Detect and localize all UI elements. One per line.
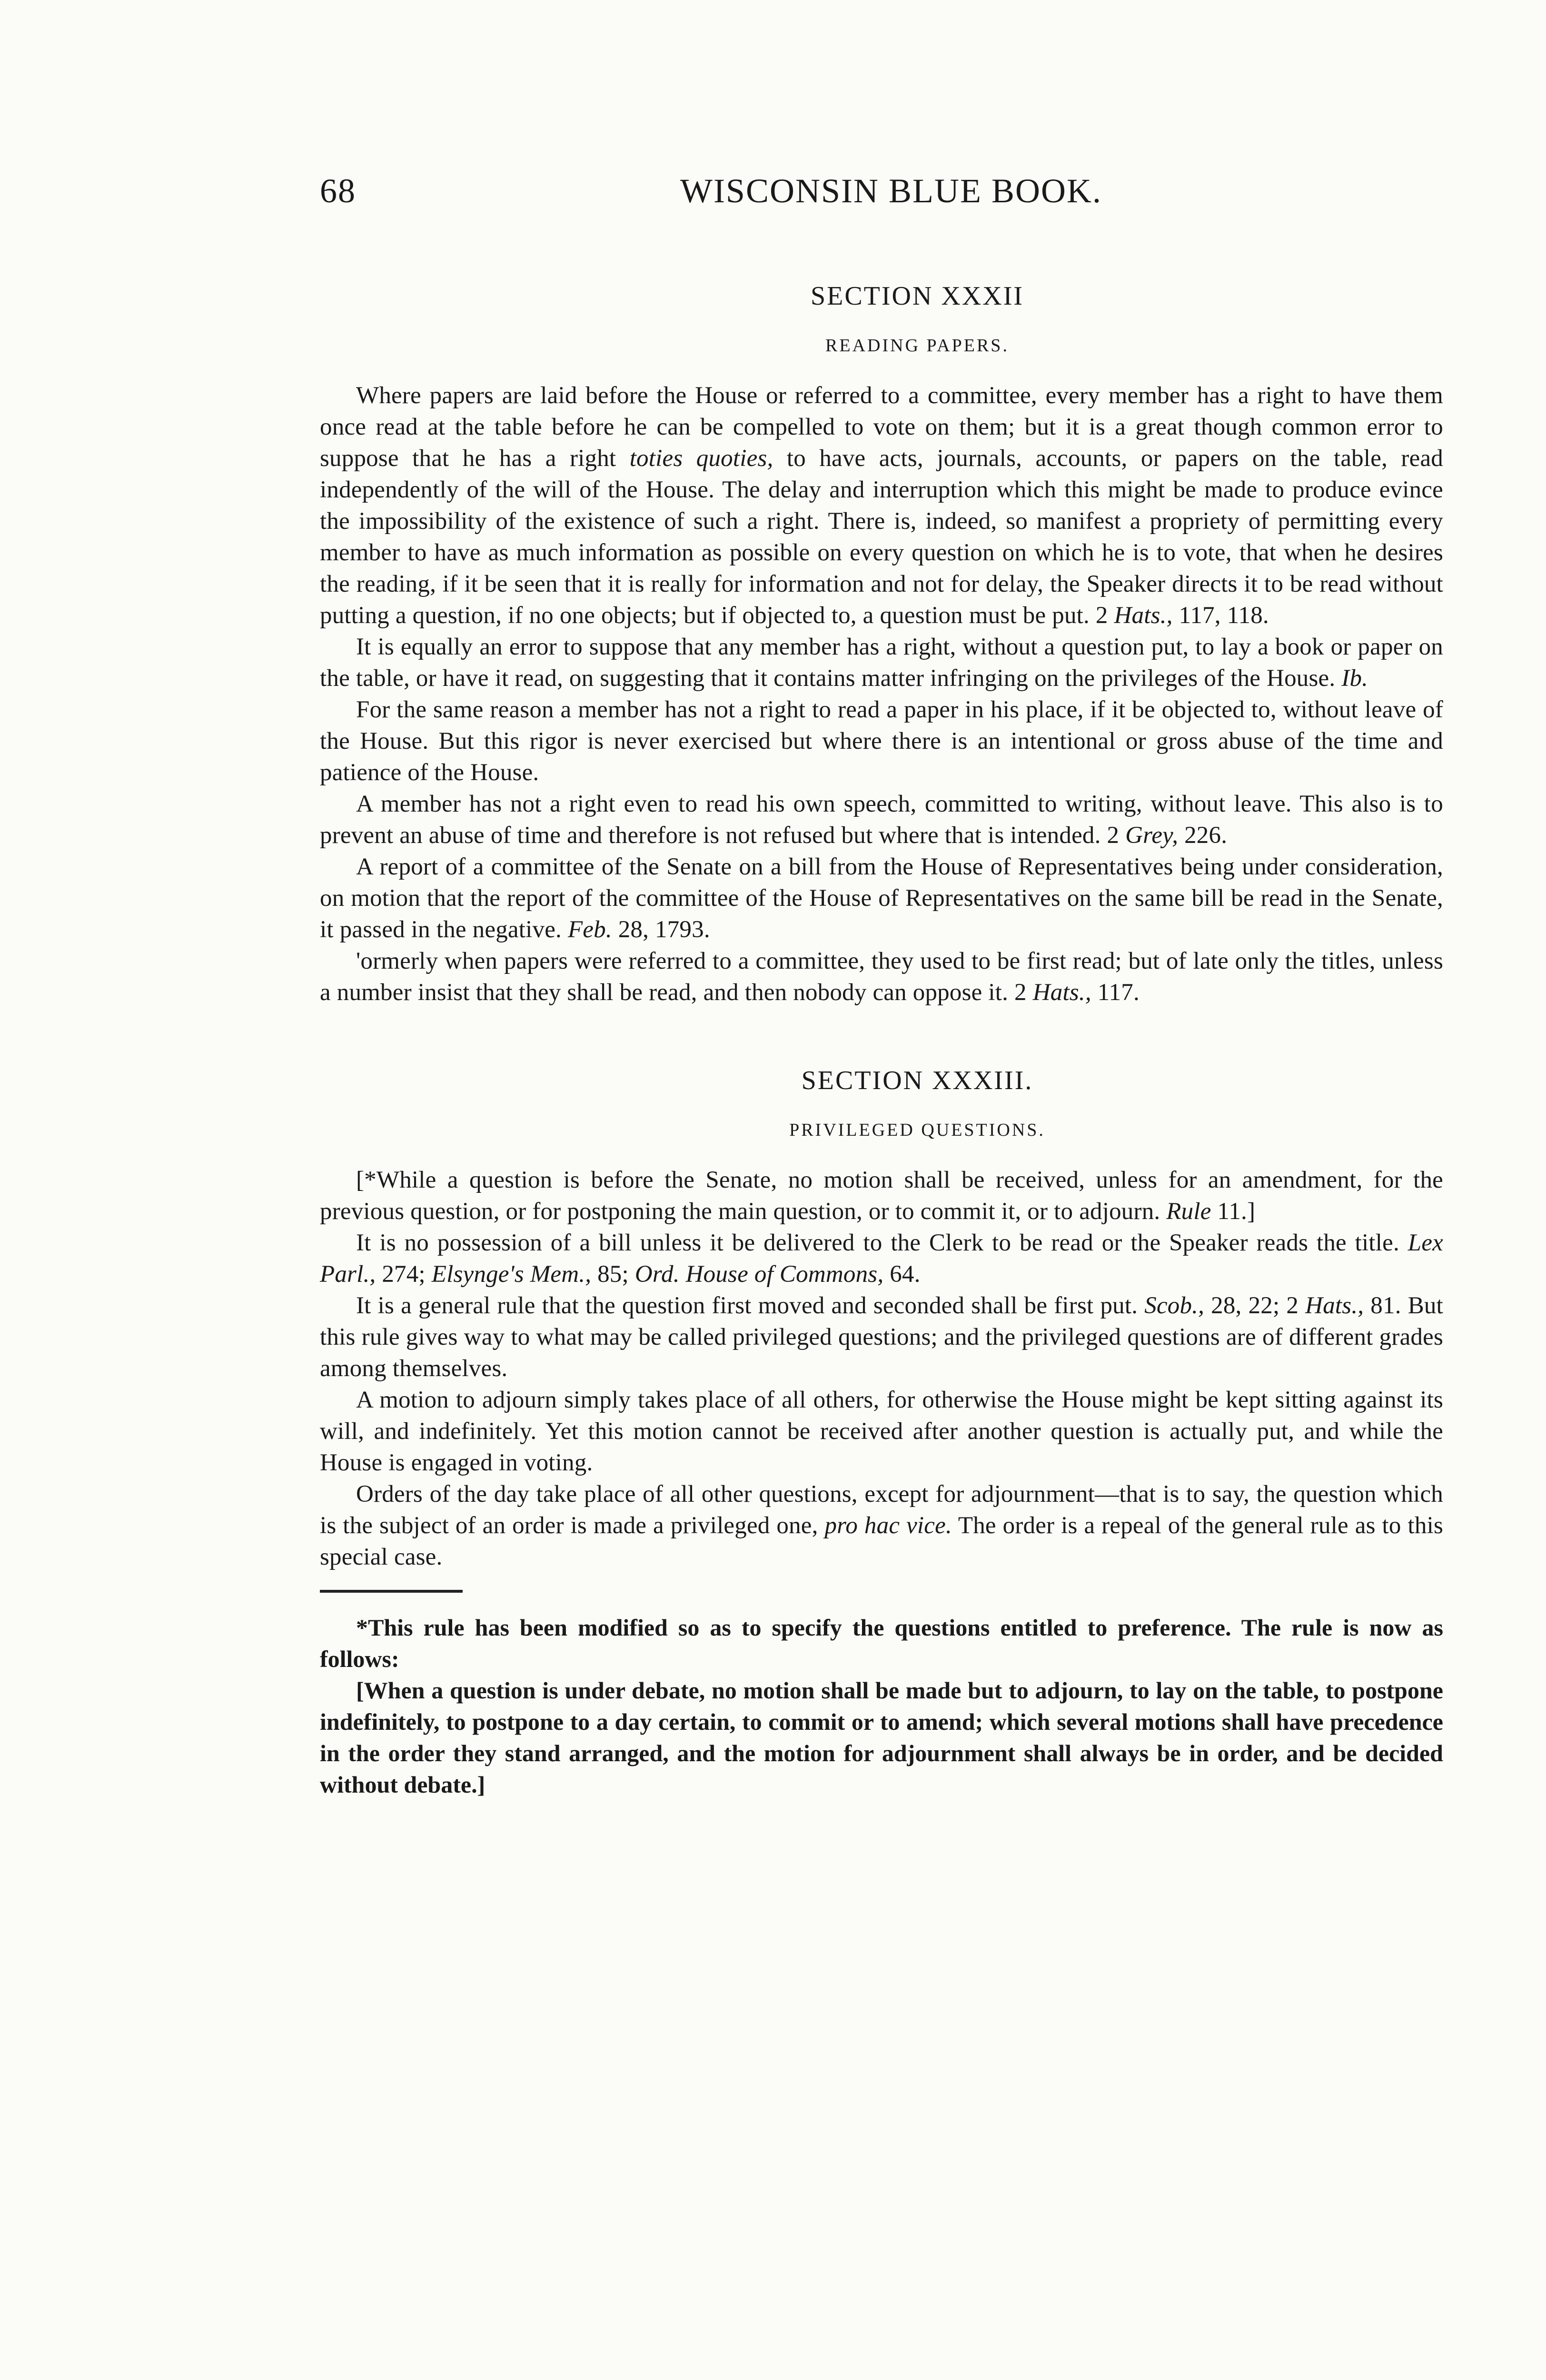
- italic-citation: Scob.,: [1144, 1292, 1205, 1319]
- section-reading-papers: [320, 281, 1443, 1008]
- book-page: [320, 171, 1443, 1800]
- running-head: [320, 171, 1443, 224]
- italic-citation: Hats.,: [1032, 979, 1091, 1006]
- header-title: WISCONSIN BLUE BOOK.: [680, 172, 1102, 210]
- paragraph: 'ormerly when papers were referred to a committee, they used to be first read; but of late only the titles, unless a number insist that they shall be read, and then nobody can oppose it. 2 Hats., 117.: [320, 948, 1443, 1006]
- paragraph: It is equally an error to suppose that any member has a right, without a question put, to lay a book or paper on the table, or have it read, on suggesting that it contains matter infringing on the privileges of the House. Ib.: [320, 634, 1443, 692]
- italic-citation: Feb.: [567, 916, 612, 943]
- paragraph: Where papers are laid before the House or referred to a committee, every member has a right to have them once read at the table before he can be compelled to vote on them; but it is a great though common error to suppose that he has a right toties quoties, to have acts, journals, accounts, or papers on the table, read independently of the will of the House. The delay and interruption which this might be made to produce evince the impossibility of the existence of such a right. There is, indeed, so manifest a propriety of permitting every member to have as much information as possible on every question on which he is to vote, that when he desires the reading, if it be seen that it is really for information and not for delay, the Speaker directs it to be read without putting a question, if no one objects; but if objected to, a question must be put. 2 Hats., 117, 118.: [320, 382, 1443, 629]
- paragraph: [*While a question is before the Senate, no motion shall be received, unless for an amendment, for the previous question, or for postponing the main question, or to commit it, or to adjourn. Rule 11.]: [320, 1167, 1443, 1225]
- section-heading: SECTION XXXIII.: [801, 1066, 1033, 1095]
- paragraph: Orders of the day take place of all other questions, except for adjournment—that is to say, the question which is the subject of an order is made a privileged one, pro hac vice. The order is a repeal of the general rule as to this special case.: [320, 1481, 1443, 1570]
- italic-citation: Hats.,: [1114, 602, 1173, 629]
- italic-citation: toties quoties,: [629, 445, 773, 472]
- footnote-paragraph: *This rule has been modified so as to specify the questions entitled to preference. The rule is now as follows:: [320, 1614, 1443, 1672]
- italic-citation: Grey,: [1125, 822, 1179, 849]
- italic-citation: Rule: [1166, 1198, 1211, 1225]
- section-subheading: READING PAPERS.: [825, 336, 1009, 356]
- italic-citation: Elsynge's Mem.,: [431, 1261, 592, 1288]
- page-number: 68: [320, 172, 356, 210]
- paragraph: A member has not a right even to read his own speech, committed to writing, without leave. This also is to prevent an abuse of time and therefore is not refused but where that is intended. 2 Grey, 226.: [320, 791, 1443, 849]
- paragraph: A report of a committee of the Senate on a bill from the House of Representatives being under consideration, on motion that the report of the committee of the House of Representatives on the same bill be read in the Senate, it passed in the negative. Feb. 28, 1793.: [320, 853, 1443, 943]
- footnote-paragraph: [When a question is under debate, no motion shall be made but to adjourn, to lay on the table, to postpone indefinitely, to postpone to a day certain, to commit or to amend; which several motions shall have precedence in the order they stand arranged, and the motion for adjournment shall always be in order, and be decided without debate.]: [320, 1677, 1443, 1798]
- footnote: [320, 1612, 1443, 1800]
- paragraph: For the same reason a member has not a right to read a paper in his place, if it be objected to, without leave of the House. But this rigor is never exercised but where there is an intentional or gross abuse of the time and patience of the House.: [320, 696, 1443, 786]
- italic-citation: Lex Parl.,: [320, 1230, 1443, 1288]
- italic-citation: Ib.: [1341, 665, 1368, 692]
- section-privileged-questions: [320, 1065, 1443, 1573]
- section-body: [320, 380, 1443, 1008]
- paragraph: A motion to adjourn simply takes place of all others, for otherwise the House might be kept sitting against its will, and indefinitely. Yet this motion cannot be received after another question is actually put, and while the House is engaged in voting.: [320, 1387, 1443, 1476]
- italic-citation: pro hac vice.: [824, 1512, 952, 1539]
- footnote-divider: [320, 1590, 463, 1593]
- section-heading: SECTION XXXII: [810, 281, 1024, 311]
- paragraph: It is a general rule that the question first moved and seconded shall be first put. Scob., 28, 22; 2 Hats., 81. But this rule gives way to what may be called privileged questions; and the privileged questions are of different grades among themselves.: [320, 1292, 1443, 1382]
- section-body: [320, 1164, 1443, 1573]
- italic-citation: Hats.,: [1305, 1292, 1364, 1319]
- paragraph: It is no possession of a bill unless it be delivered to the Clerk to be read or the Speaker reads the title. Lex Parl., 274; Elsynge's Mem., 85; Ord. House of Commons, 64.: [320, 1230, 1443, 1288]
- italic-citation: Ord. House of Commons,: [634, 1261, 884, 1288]
- section-subheading: PRIVILEGED QUESTIONS.: [789, 1120, 1045, 1140]
